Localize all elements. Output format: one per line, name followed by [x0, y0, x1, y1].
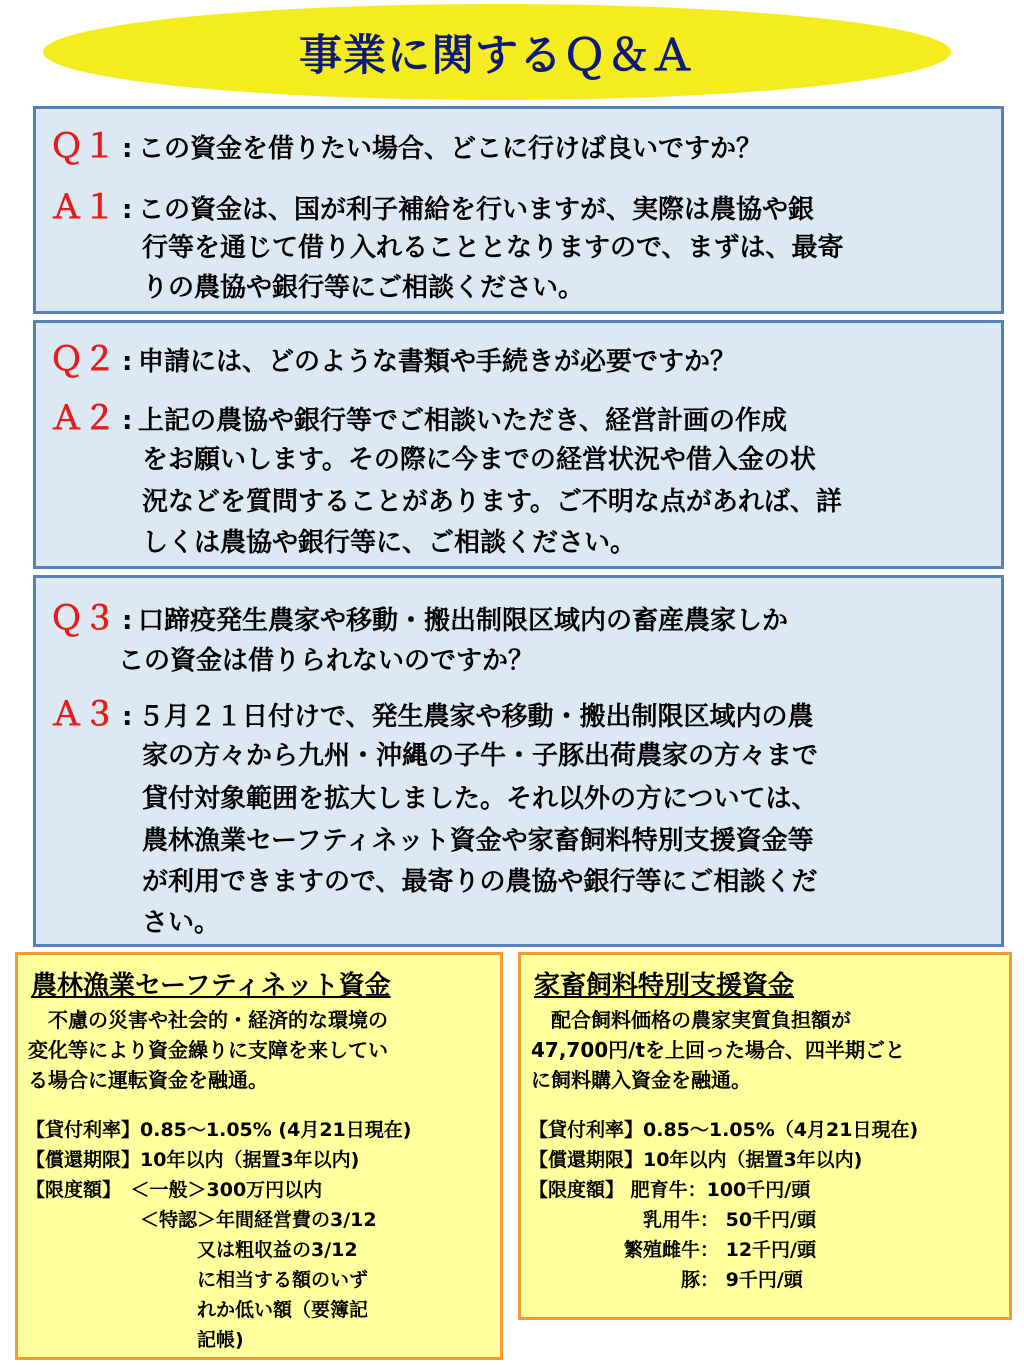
question-line: Ｑ２ : 申請には、どのような書類や手続きが必要ですか？	[50, 339, 737, 378]
terms-line: れか低い額（要簿記	[26, 1299, 369, 1321]
answer-text: 行等を通じて借り入れることとなりますので、まずは、最寄	[142, 233, 844, 263]
terms-line: 【貸付利率】0.85～1.05% (4月21日現在)	[26, 1119, 412, 1141]
answer-line: Ａ３ : ５月２１日付けで、発生農家や移動・搬出制限区域内の農	[50, 694, 814, 733]
qa-box-1	[33, 106, 1004, 314]
answer-text: ５月２１日付けで、発生農家や移動・搬出制限区域内の農	[138, 702, 814, 732]
terms-line: 【償還期限】10年以内（据置3年以内)	[529, 1149, 863, 1171]
safety-net-fund-description	[28, 1005, 494, 1095]
terms-line: 乳用牛： 50千円/頭	[529, 1209, 816, 1231]
terms-line: 記帳)	[26, 1329, 244, 1351]
question-text: この資金は借りられないのですか？	[118, 646, 535, 676]
feed-support-fund-description	[531, 1005, 1003, 1095]
feed-support-fund-terms	[529, 1115, 1003, 1295]
terms-line: 又は粗収益の3/12	[26, 1239, 358, 1261]
terms-line: 繁殖雌牛： 12千円/頭	[529, 1239, 816, 1261]
terms-line: 【限度額】 ＜一般＞300万円以内	[26, 1179, 323, 1201]
question-label: Ｑ２	[50, 339, 116, 378]
answer-label: Ａ２	[50, 398, 116, 437]
question-label: Ｑ３	[50, 598, 116, 637]
answer-label: Ａ１	[50, 187, 116, 226]
safety-net-fund-title: 農林漁業セーフティネット資金	[31, 971, 391, 1001]
description-line: に飼料購入資金を融通。	[531, 1068, 751, 1092]
terms-line: 【償還期限】10年以内（据置3年以内)	[26, 1149, 360, 1171]
terms-line: 豚： 9千円/頭	[529, 1269, 803, 1291]
answer-text: 上記の農協や銀行等でご相談いただき、経営計画の作成	[138, 406, 787, 436]
description-line: 47,700円/tを上回った場合、四半期ごと	[531, 1038, 906, 1062]
description-line: 変化等により資金繰りに支障を来してい	[28, 1038, 388, 1062]
answer-text: しくは農協や銀行等に、ご相談ください。	[142, 528, 637, 558]
description-line: 不慮の災害や社会的・経済的な環境の	[28, 1008, 388, 1032]
qa-box-2	[33, 320, 1004, 569]
terms-line: に相当する額のいず	[26, 1269, 369, 1291]
description-line: る場合に運転資金を融通。	[28, 1068, 268, 1092]
feed-support-fund-box	[518, 952, 1012, 1320]
terms-line: 【貸付利率】0.85～1.05%（4月21日現在)	[529, 1119, 919, 1141]
feed-support-fund-title: 家畜飼料特別支援資金	[534, 971, 795, 1001]
answer-label: Ａ３	[50, 694, 116, 733]
question-text: 口蹄疫発生農家や移動・搬出制限区域内の畜産農家しか	[138, 606, 789, 636]
terms-line: ＜特認＞年間経営費の3/12	[26, 1209, 377, 1231]
description-line: 配合飼料価格の農家実質負担額が	[531, 1008, 851, 1032]
question-text: 申請には、どのような書類や手続きが必要ですか？	[138, 347, 737, 377]
answer-text: 家の方々から九州・沖縄の子牛・子豚出荷農家の方々まで	[142, 741, 819, 771]
answer-line: Ａ２ : 上記の農協や銀行等でご相談いただき、経営計画の作成	[50, 398, 787, 437]
answer-text: この資金は、国が利子補給を行いますが、実際は農協や銀	[138, 195, 815, 225]
answer-text: をお願いします。その際に今までの経営状況や借入金の状	[142, 445, 816, 475]
safety-net-fund-box	[15, 952, 503, 1360]
answer-text: 貸付対象範囲を拡大しました。それ以外の方については、	[142, 784, 818, 814]
question-line: Ｑ３ : 口蹄疫発生農家や移動・搬出制限区域内の畜産農家しか	[50, 598, 789, 637]
terms-line: 【限度額】 肥育牛：100千円/頭	[529, 1179, 811, 1201]
title-banner	[43, 4, 951, 100]
question-label: Ｑ１	[50, 126, 116, 165]
answer-text: 況などを質問することがあります。ご不明な点があれば、詳	[142, 487, 842, 517]
qa-box-3	[33, 575, 1004, 947]
answer-text: が利用できますので、最寄りの農協や銀行等にご相談くだ	[142, 867, 818, 897]
answer-line: Ａ１ : この資金は、国が利子補給を行いますが、実際は農協や銀	[50, 187, 815, 226]
safety-net-fund-terms	[26, 1115, 494, 1355]
page-title: 事業に関するＱ＆Ａ	[299, 30, 695, 81]
answer-text: 農林漁業セーフティネット資金や家畜飼料特別支援資金等	[142, 826, 814, 856]
answer-text: りの農協や銀行等にご相談ください。	[142, 273, 585, 303]
question-line: Ｑ１ : この資金を借りたい場合、どこに行けば良いですか？	[50, 126, 763, 165]
answer-text: さい。	[142, 908, 221, 938]
question-text: この資金を借りたい場合、どこに行けば良いですか？	[138, 134, 763, 164]
